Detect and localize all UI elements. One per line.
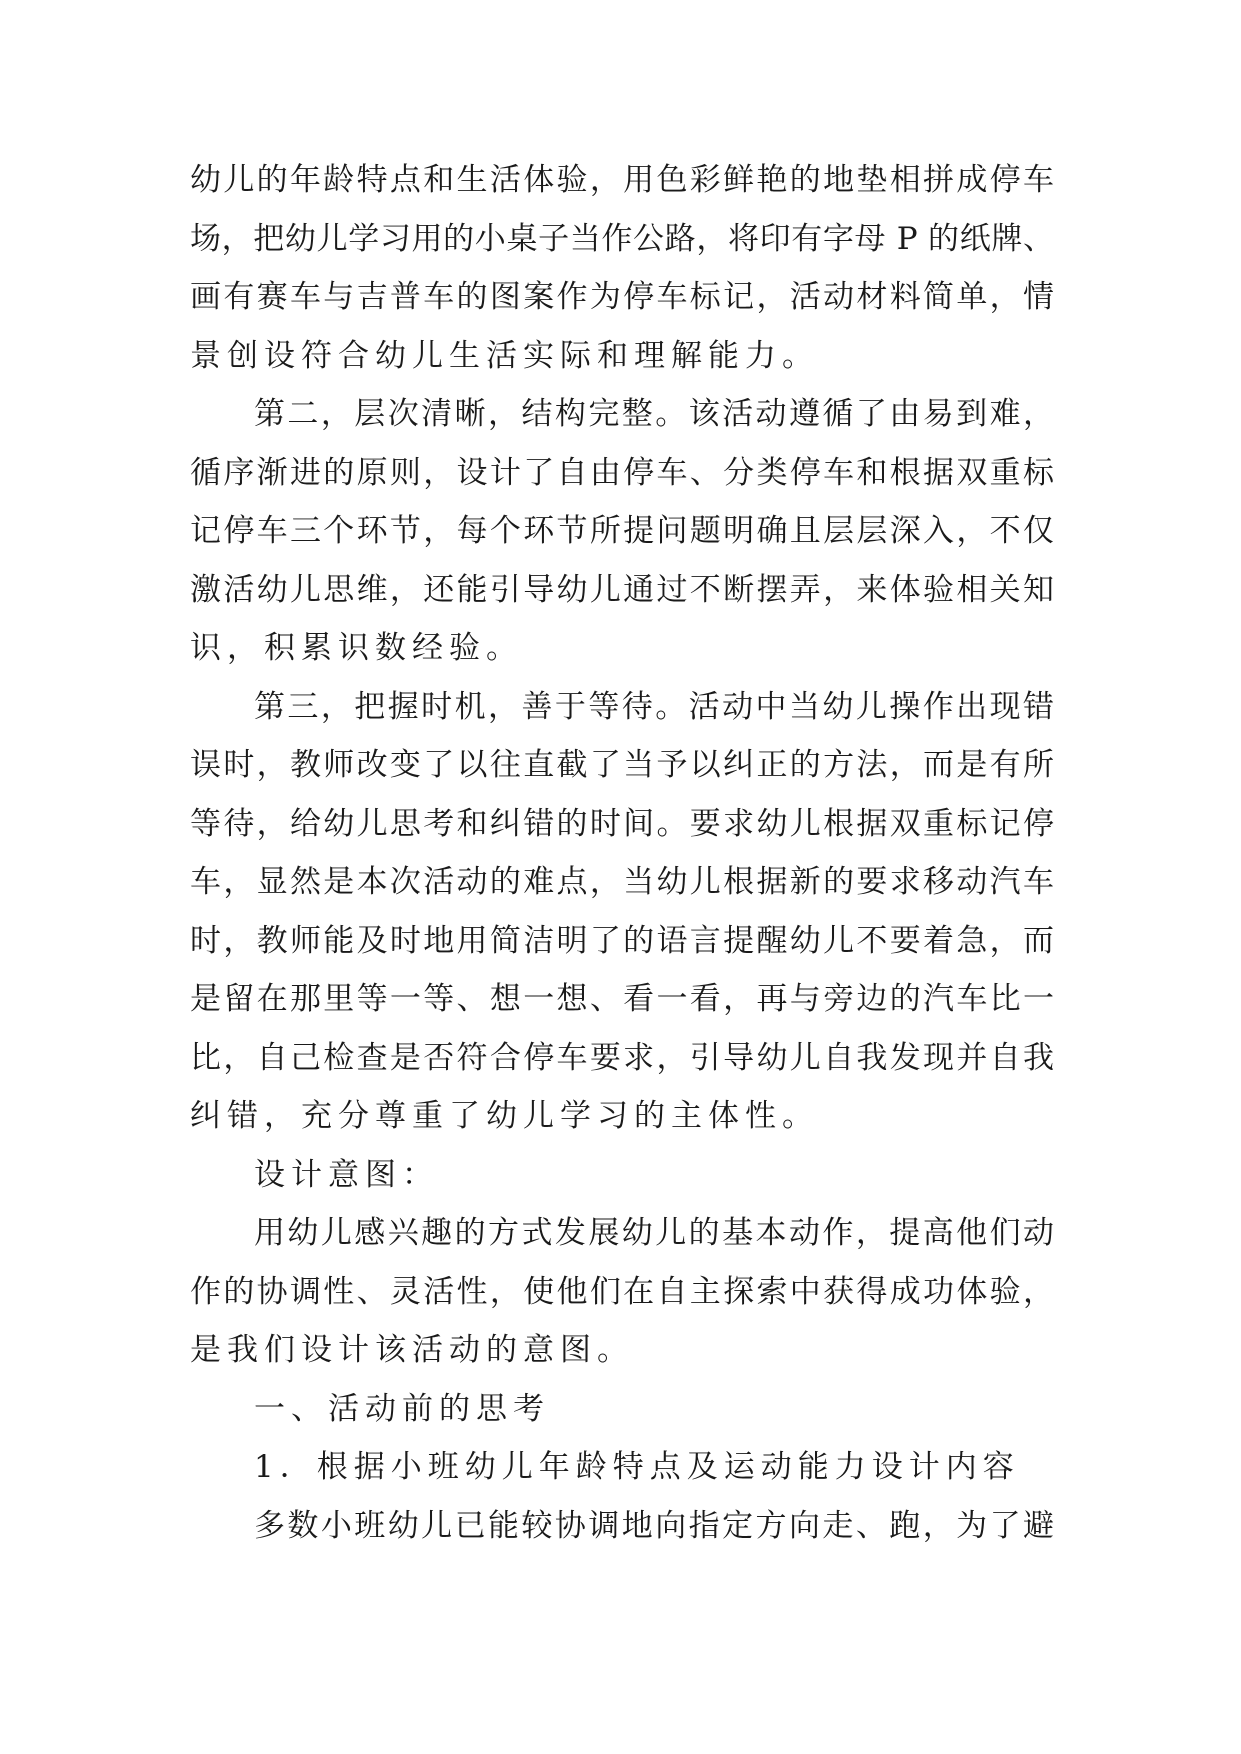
- text-line: 比，自己检查是否符合停车要求，引导幼儿自我发现并自我: [190, 1039, 1054, 1076]
- text-line: 车，显然是本次活动的难点，当幼儿根据新的要求移动汽车: [190, 864, 1054, 900]
- text-line: 画有赛车与吉普车的图案作为停车标记，活动材料简单，情: [190, 279, 1054, 315]
- text-line: 等待，给幼儿思考和纠错的时间。要求幼儿根据双重标记停: [190, 805, 1054, 842]
- text-line: 第三，把握时机，善于等待。活动中当幼儿操作出现错: [254, 688, 1054, 725]
- section-heading: 设计意图：: [254, 1156, 439, 1193]
- text-line: 记停车三个环节，每个环节所提问题明确且层层深入，不仅: [190, 513, 1054, 549]
- text-line: 作的协调性、灵活性，使他们在自主探索中获得成功体验，: [190, 1273, 1054, 1310]
- text-line: 用幼儿感兴趣的方式发展幼儿的基本动作，提高他们动: [254, 1215, 1054, 1251]
- text-line: 误时，教师改变了以往直截了当予以纠正的方法，而是有所: [190, 747, 1054, 783]
- text-line: 激活幼儿思维，还能引导幼儿通过不断摆弄，来体验相关知: [190, 571, 1054, 608]
- document-body: [190, 160, 1054, 1564]
- section-heading: 一、活动前的思考: [254, 1390, 550, 1427]
- text-line: 多数小班幼儿已能较协调地向指定方向走、跑，为了避: [254, 1507, 1054, 1544]
- text-line: 是我们设计该活动的意图。: [190, 1332, 634, 1368]
- text-line: 第二，层次清晰，结构完整。该活动遵循了由易到难，: [254, 396, 1054, 432]
- text-line: 循序渐进的原则，设计了自由停车、分类停车和根据双重标: [190, 454, 1054, 491]
- subsection-heading: 1．根据小班幼儿年龄特点及运动能力设计内容: [254, 1449, 1020, 1485]
- text-line: 是留在那里等一等、想一想、看一看，再与旁边的汽车比一: [190, 981, 1054, 1017]
- text-line: 纠错，充分尊重了幼儿学习的主体性。: [190, 1098, 819, 1134]
- text-line: 幼儿的年龄特点和生活体验，用色彩鲜艳的地垫相拼成停车: [190, 162, 1054, 198]
- text-line: 时，教师能及时地用简洁明了的语言提醒幼儿不要着急，而: [190, 922, 1054, 959]
- text-line: 识，积累识数经验。: [190, 630, 523, 666]
- text-line: 景创设符合幼儿生活实际和理解能力。: [190, 337, 819, 374]
- text-line: 场，把幼儿学习用的小桌子当作公路，将印有字母 P 的纸牌、: [190, 220, 1054, 257]
